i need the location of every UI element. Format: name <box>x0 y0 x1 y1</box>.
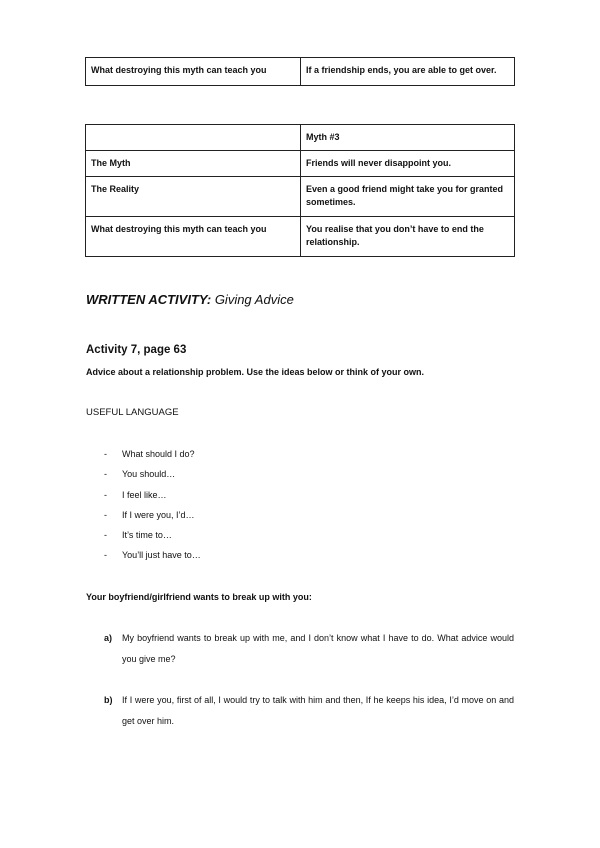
table-header-row <box>86 125 515 151</box>
row-label: What destroying this myth can teach you <box>86 217 301 257</box>
header-empty-cell <box>86 125 301 151</box>
table-row <box>86 177 515 217</box>
bullet-dash: - <box>104 449 107 459</box>
scenario-prompt: Your boyfriend/girlfriend wants to break up with you: <box>86 592 312 602</box>
activity-instruction: Advice about a relationship problem. Use the ideas below or think of your own. <box>86 367 425 377</box>
myth-table-3 <box>85 124 515 257</box>
row-label: What destroying this myth can teach you <box>86 58 301 86</box>
row-label: The Reality <box>86 177 301 217</box>
answer-label: a) <box>104 633 113 643</box>
bullet-dash: - <box>104 509 107 520</box>
answer-text: My boyfriend wants to break up with me, and I don’t know what I have to do. What advice would you give me? <box>122 633 514 664</box>
row-label: The Myth <box>86 151 301 177</box>
useful-language-heading: USEFUL LANGUAGE <box>86 407 179 418</box>
written-activity-prefix: WRITTEN ACTIVITY: <box>86 292 212 307</box>
list-item-text: If I were you, I’d… <box>122 509 195 520</box>
written-activity-heading <box>86 292 294 307</box>
row-value: Friends will never disappoint you. <box>301 151 515 177</box>
list-item-text: You should… <box>122 469 176 480</box>
list-item-text: It’s time to… <box>122 530 172 541</box>
myth-table-top <box>85 57 515 86</box>
table-row <box>86 151 515 177</box>
bullet-dash: - <box>104 469 107 480</box>
row-value: You realise that you don’t have to end the relationship. <box>301 217 515 257</box>
answer-text: If I were you, first of all, I would try to talk with him and then, If he keeps his idea, I’d move on and get over him. <box>122 695 514 726</box>
table-row <box>86 58 515 86</box>
activity-heading: Activity 7, page 63 <box>86 344 187 356</box>
row-value: If a friendship ends, you are able to get over. <box>301 58 515 86</box>
bullet-dash: - <box>104 530 107 541</box>
bullet-dash: - <box>104 489 107 500</box>
list-item-text: I feel like… <box>122 489 167 500</box>
list-item-text: You’ll just have to… <box>122 550 201 561</box>
myth-number-header: Myth #3 <box>301 125 515 151</box>
written-activity-title: Giving Advice <box>214 292 294 307</box>
table-row <box>86 217 515 257</box>
bullet-dash: - <box>104 550 107 561</box>
row-value: Even a good friend might take you for granted sometimes. <box>301 177 515 217</box>
list-item-text: What should I do? <box>122 449 195 459</box>
answer-label: b) <box>104 695 113 705</box>
